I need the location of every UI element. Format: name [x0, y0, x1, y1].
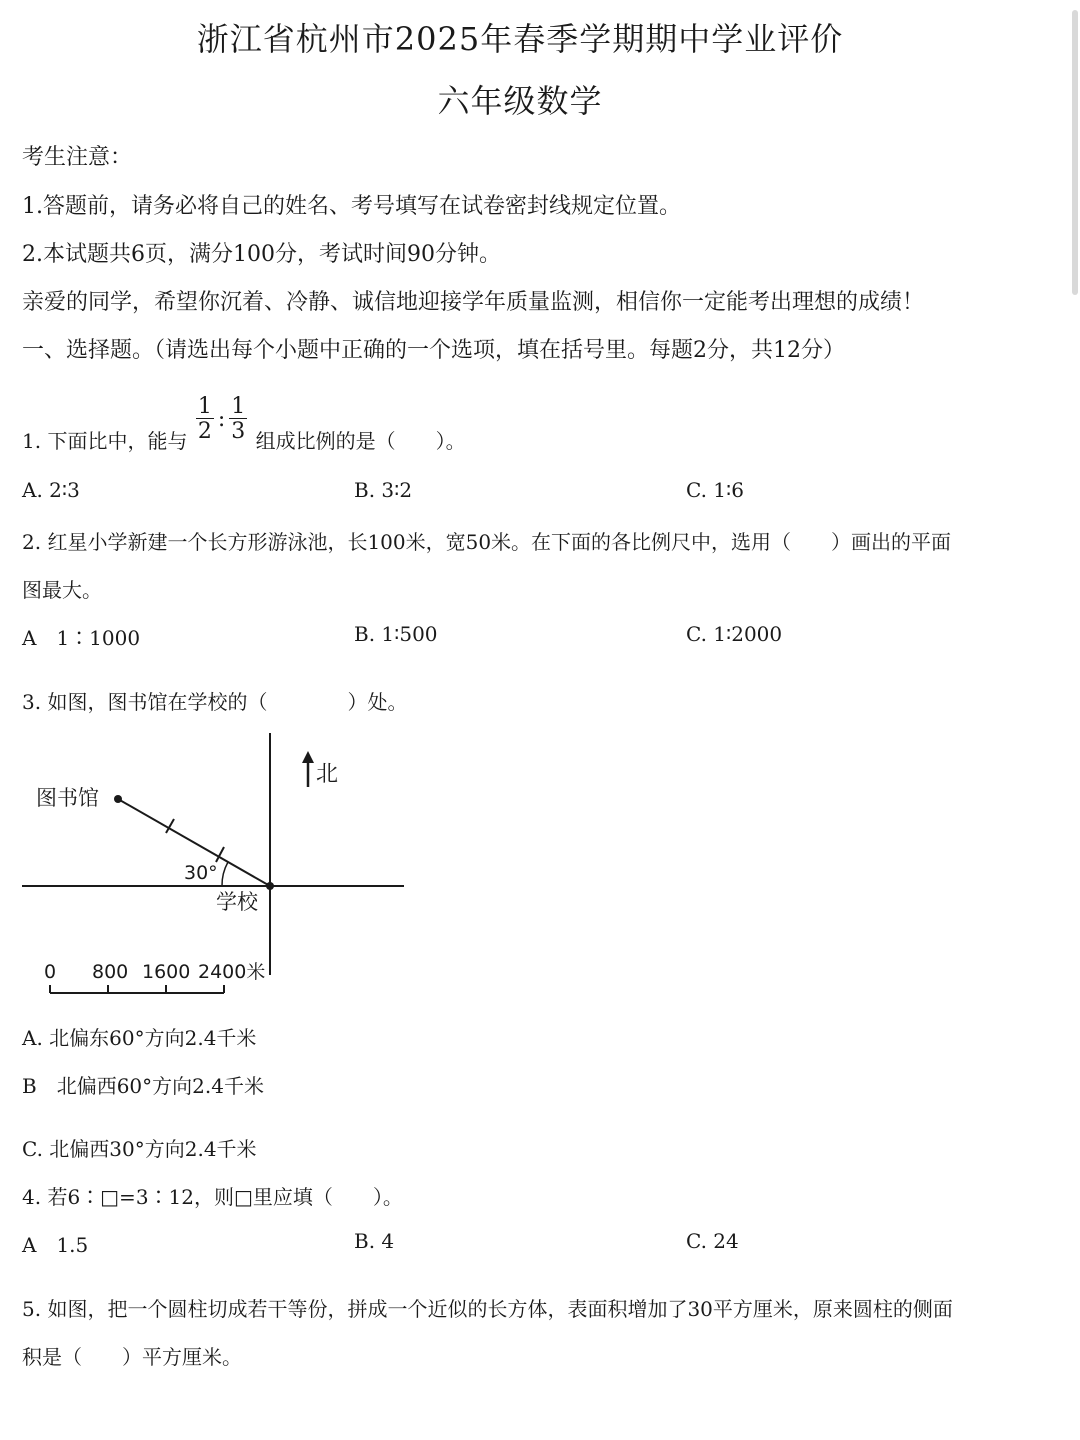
q2-option-c[interactable]: C. 1∶2000	[686, 622, 783, 646]
section-1-heading: 一、选择题。（请选出每个小题中正确的一个选项，填在括号里。每题2分，共12分）	[22, 338, 845, 363]
q2-option-b[interactable]: B. 1∶500	[354, 622, 438, 646]
notice-item-2: 2.本试题共6页，满分100分，考试时间90分钟。	[22, 242, 501, 267]
fraction-denominator: 3	[231, 419, 246, 444]
q1-option-a[interactable]: A. 2∶3	[22, 478, 80, 502]
angle-arc	[222, 862, 228, 886]
q3-option-c[interactable]: C. 北偏西30°方向2.4千米	[22, 1137, 257, 1161]
ratio-colon: :	[217, 407, 226, 432]
scrollbar[interactable]	[1072, 10, 1078, 295]
scale-label-800: 800	[92, 961, 129, 983]
question-5-line-1: 5. 如图，把一个圆柱切成若干等份，拼成一个近似的长方体，表面积增加了30平方厘米，原来圆柱的侧面	[22, 1297, 953, 1321]
angle-label: 30°	[184, 862, 218, 884]
fraction-one-third	[229, 396, 247, 443]
fraction-numerator: 1	[197, 394, 212, 419]
exam-subtitle: 六年级数学	[437, 82, 603, 120]
direction-diagram	[0, 725, 420, 1015]
q4-option-a[interactable]: A 1.5	[22, 1233, 89, 1257]
question-4: 4. 若6∶□=3∶12，则□里应填（ ）。	[22, 1185, 403, 1209]
question-1-suffix: 组成比例的是（ ）。	[255, 429, 466, 453]
q3-option-b[interactable]: B 北偏西60°方向2.4千米	[22, 1074, 264, 1098]
question-1	[22, 385, 466, 454]
library-label: 图书馆	[36, 786, 99, 810]
question-3: 3. 如图，图书馆在学校的（ ）处。	[22, 690, 408, 714]
q1-option-c[interactable]: C. 1∶6	[686, 478, 744, 502]
q2-option-a[interactable]: A 1∶1000	[22, 626, 141, 650]
scale-label-0: 0	[44, 961, 57, 983]
q3-option-a[interactable]: A. 北偏东60°方向2.4千米	[22, 1026, 257, 1050]
library-point	[114, 795, 122, 803]
fraction-numerator: 1	[231, 394, 246, 419]
fraction-denominator: 2	[197, 419, 212, 444]
fraction-one-half	[196, 396, 214, 443]
q4-option-c[interactable]: C. 24	[686, 1229, 739, 1253]
scale-label-1600: 1600	[142, 961, 191, 983]
encouragement-text: 亲爱的同学，希望你沉着、冷静、诚信地迎接学年质量监测，相信你一定能考出理想的成绩！	[22, 290, 925, 315]
question-2-line-1: 2. 红星小学新建一个长方形游泳池，长100米，宽50米。在下面的各比例尺中，选用（ ）画出的平面	[22, 530, 952, 554]
question-2-line-2: 图最大。	[22, 578, 102, 602]
q1-option-b[interactable]: B. 3∶2	[354, 478, 413, 502]
school-label: 学校	[216, 890, 258, 914]
notice-heading: 考生注意：	[22, 145, 133, 170]
north-arrow-icon	[302, 751, 314, 763]
q4-option-b[interactable]: B. 4	[354, 1229, 395, 1253]
north-label: 北	[316, 762, 339, 787]
exam-title: 浙江省杭州市2025年春季学期期中学业评价	[196, 20, 844, 58]
notice-item-1: 1.答题前，请务必将自己的姓名、考号填写在试卷密封线规定位置。	[22, 194, 681, 219]
question-5-line-2: 积是（ ）平方厘米。	[22, 1345, 242, 1369]
scale-label-2400: 2400米	[198, 961, 266, 983]
question-1-prefix: 1. 下面比中，能与	[22, 429, 188, 453]
